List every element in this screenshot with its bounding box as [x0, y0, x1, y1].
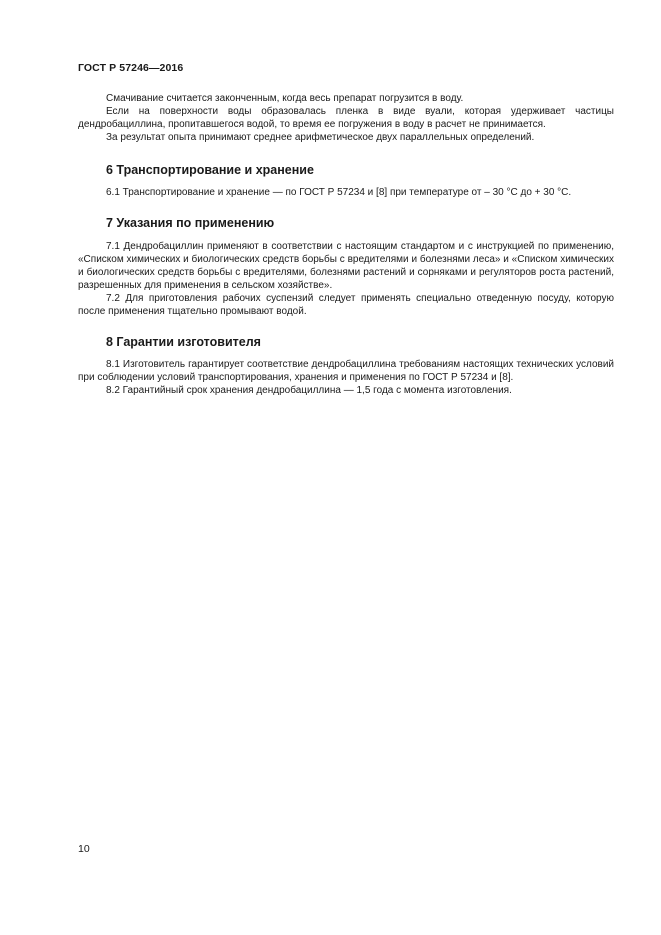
intro-paragraph: Если на поверхности воды образовалась пленка в виде вуали, которая удерживает частицы дендробациллина, пропитавшегося водой, то время ее погружения в воду в расчет не принимается. — [78, 106, 614, 130]
section-paragraph: 8.2 Гарантийный срок хранения дендробациллина — 1,5 года с момента изготовления. — [106, 385, 512, 396]
document-header: ГОСТ Р 57246—2016 — [78, 62, 184, 74]
section-paragraph: 8.1 Изготовитель гарантирует соответствие дендробациллина требованиям настоящих технических условий при соблюдении условий транспортирования, хранения и применения по ГОСТ Р 57234 и [8]. — [78, 359, 614, 383]
section-paragraph: 7.2 Для приготовления рабочих суспензий следует применять специально отведенную посуду, которую после применения тщательно промывают водой. — [78, 293, 614, 317]
intro-paragraph: Смачивание считается законченным, когда весь препарат погрузится в воду. — [106, 93, 464, 104]
section-heading-transport: 6 Транспортирование и хранение — [106, 163, 314, 177]
section-heading-warranty: 8 Гарантии изготовителя — [106, 335, 261, 349]
section-heading-usage: 7 Указания по применению — [106, 216, 275, 230]
section-paragraph: 7.1 Дендробациллин применяют в соответствии с настоящим стандартом и с инструкцией по применению, «Списком химических и биологических средств борьбы с вредителями и болезнями леса» и «Списком химических и биологических средств борьбы с вредителями, болезнями растений и сорняками и регуляторов роста растений, разрешенных для применения в сельском хозяйстве». — [78, 241, 614, 291]
section-paragraph: 6.1 Транспортирование и хранение — по ГОСТ Р 57234 и [8] при температуре от – 30 °С до + 30 °С. — [106, 187, 572, 198]
page-content — [78, 92, 614, 397]
page-number: 10 — [78, 843, 90, 855]
intro-paragraph: За результат опыта принимают среднее арифметическое двух параллельных определений. — [106, 132, 535, 143]
